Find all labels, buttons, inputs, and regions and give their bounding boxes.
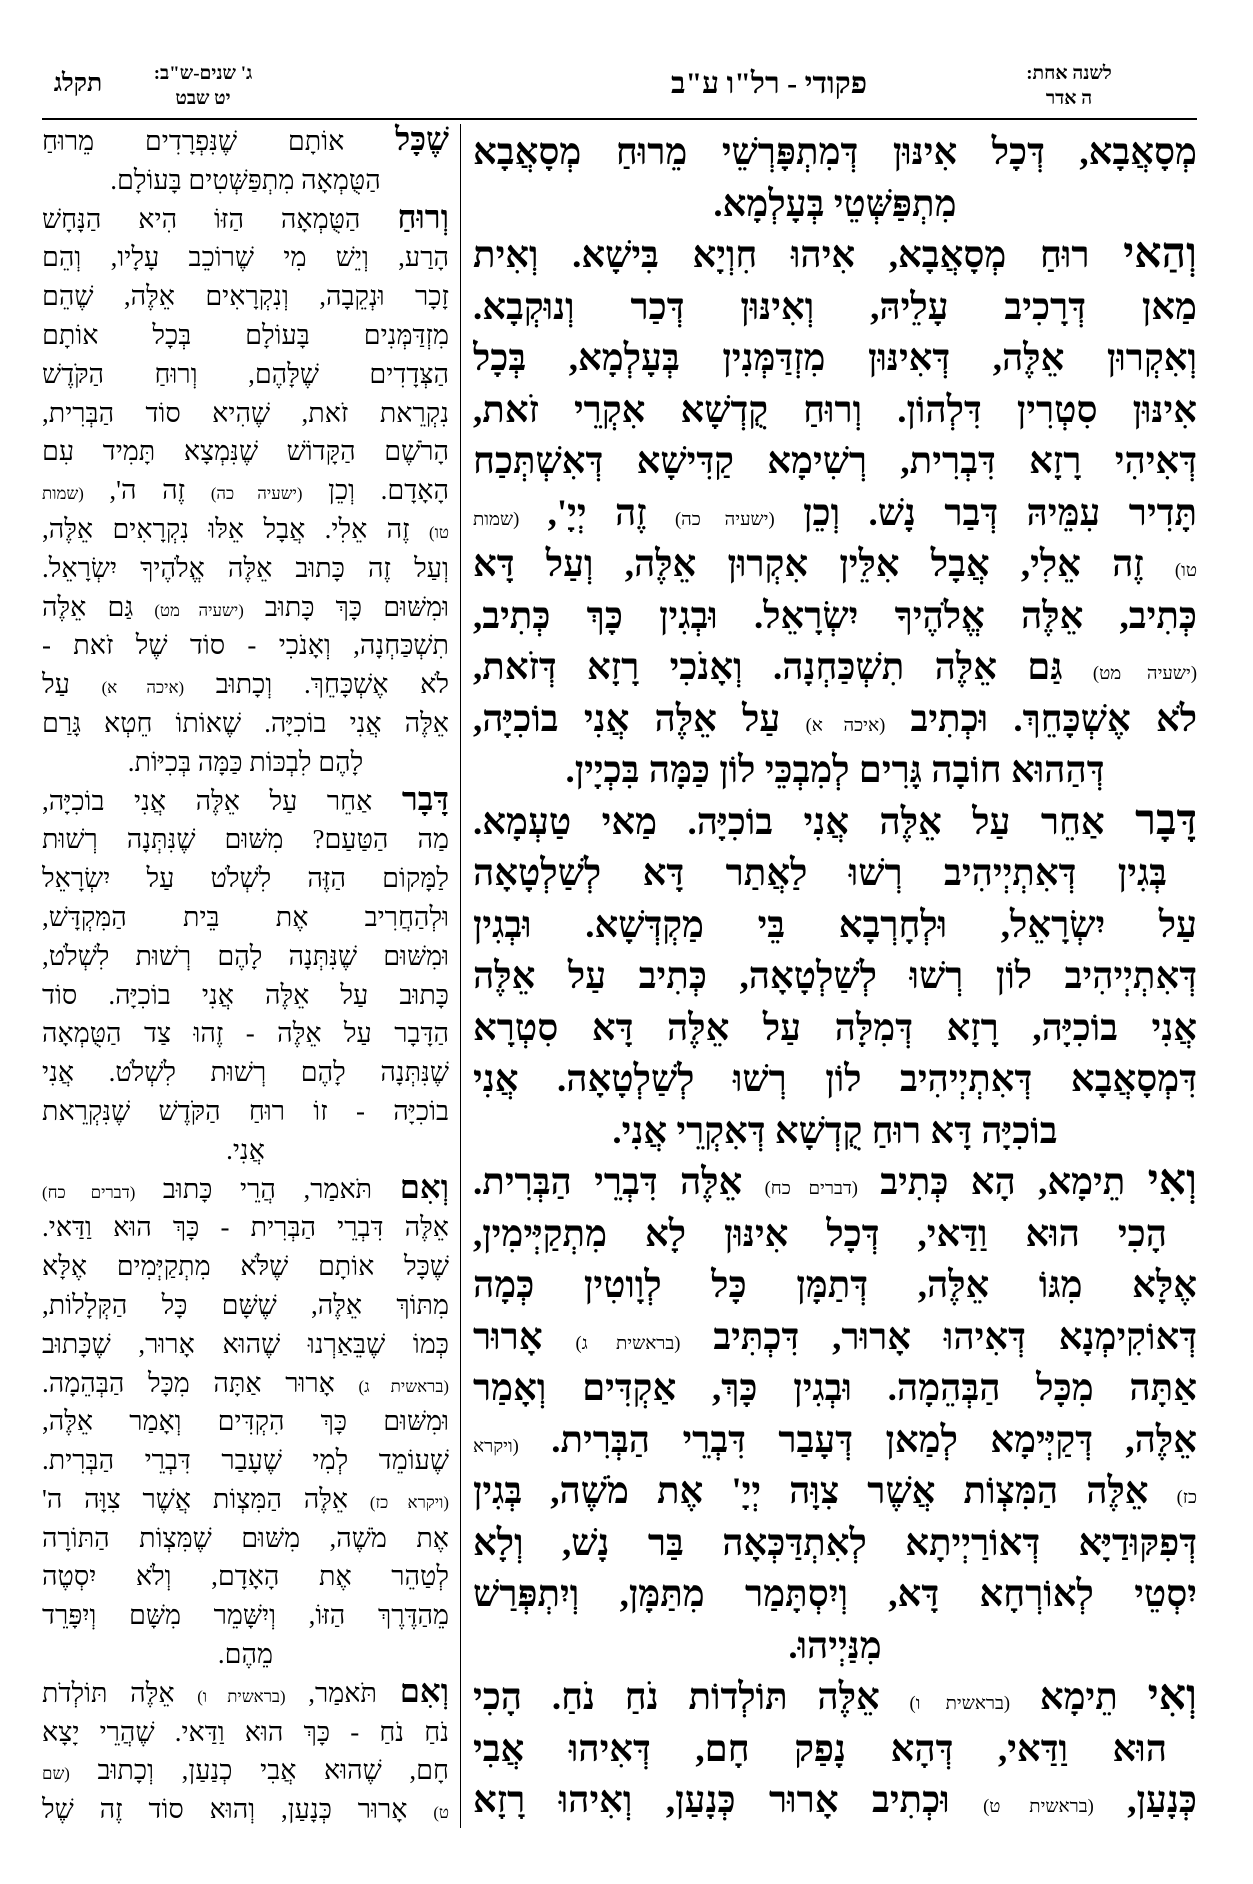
text-line — [42, 316, 449, 355]
text-run: לָהֶם לִבְכּוֹת כַּמָּה בְּכִיּוֹת. — [127, 746, 364, 777]
text-line — [473, 1621, 1197, 1673]
text-run: וּמִשּׁוּם כָּךְ כָּתוּב — [243, 591, 449, 622]
text-line — [42, 1596, 449, 1635]
three-year-schedule — [128, 64, 278, 108]
text-run: עַל — [42, 669, 102, 700]
text-line — [473, 1157, 1197, 1209]
citation-ref: (בראשית ו) — [197, 1686, 286, 1706]
text-line — [42, 1519, 449, 1558]
text-line — [42, 1286, 449, 1325]
text-run: הָכִי הוּא וַדַּאי, דְּכָל אִינּוּן לָא מִתְקַיְּימִין, — [473, 1213, 1167, 1255]
text-run: נִקְרֵאת זֹאת, שֶׁהִיא סוֹד הַבְּרִית, — [42, 397, 449, 428]
text-run: מַה הַטַּעַם? מִשּׁוּם שֶׁנִּתְּנָה רְשׁוּת — [42, 824, 449, 855]
text-line — [42, 1751, 449, 1790]
citation-ref: (שמות — [473, 509, 520, 530]
text-line — [42, 1014, 449, 1053]
text-run: וּלְהַחֲרִיב אֶת בֵּית הַמִּקְדָּשׁ, — [42, 901, 449, 932]
text-line — [42, 432, 449, 471]
text-line — [42, 1790, 449, 1829]
lead-word: וְהַאי — [1123, 230, 1197, 277]
text-line — [42, 1247, 449, 1286]
text-run: מִנַּיְיהוּ. — [788, 1625, 882, 1667]
text-line — [42, 743, 449, 782]
citation-ref: (ישעיה כה) — [674, 509, 775, 530]
lead-word: וְאִי — [1147, 1157, 1197, 1204]
lead-word: דָּבָר — [401, 781, 449, 818]
text-line — [42, 1092, 449, 1131]
text-run: אֲנִי. — [226, 1134, 265, 1165]
text-run: מַאן דְּרָכִיב עָלֵיהּ, וְאִינּוּן דְּכַר וְנוּקְבָא. — [473, 286, 1197, 328]
citation-ref: (איכה א) — [805, 715, 886, 736]
text-line — [42, 510, 449, 549]
text-line — [42, 782, 449, 821]
citation-ref: ט) — [433, 1803, 449, 1823]
text-line — [473, 1209, 1197, 1261]
column-divider — [460, 124, 461, 1828]
text-run: לְטַהֵר אֶת הָאָדָם, וְלֹא יִסְטֶה — [42, 1561, 449, 1592]
text-run: אָרוּר כְּנָעַן, וְהוּא סוֹד זֶה שֶׁל — [42, 1794, 434, 1825]
text-line — [473, 694, 1197, 746]
text-run: אָרוּר — [473, 1316, 576, 1358]
text-run: עַל יִשְׂרָאֵל, וּלְחָרְבָא בֵּי מַקְדְּשָׁא. וּבְגִין — [473, 904, 1197, 946]
text-run: לַמָּקוֹם הַזֶּה לִשְׁלֹט עַל יִשְׂרָאֵל — [42, 863, 449, 894]
text-line — [473, 127, 1197, 179]
text-run: לֹא אֶשְׁכָּחֵךְ. וּכְתִיב — [885, 698, 1197, 740]
text-line — [42, 1635, 449, 1674]
page-number: תקלג — [53, 70, 103, 97]
text-line — [42, 1325, 449, 1364]
citation-ref: (שם — [42, 1764, 70, 1784]
text-run: בוֹכִיָּה דָּא רוּחַ קֻדְשָׁא דְּאִקְרֵי אֲנִי. — [612, 1110, 1058, 1152]
text-run: דְּאוֹקִימְנָא דְּאִיהוּ אָרוּר, דִּכְתִּיב — [680, 1316, 1197, 1358]
text-run: תֵימָא — [1010, 1677, 1148, 1718]
text-line — [473, 1415, 1197, 1467]
text-run: כָּתוּב עַל אֵלֶּה אֲנִי בוֹכִיָּה. סוֹד — [42, 979, 449, 1010]
text-line — [42, 1674, 449, 1713]
text-run: אֵלֶּה, דְּקַיְּימָא לְמַאן דְּעָבַר דִּבְרֵי הַבְּרִית. — [518, 1419, 1197, 1461]
text-run: דְּאִיהִי רָזָא דִּבְרִית, רְשִׁימָא קַדִּישָׁא דְּאִשְׁתְּכַח — [473, 441, 1197, 482]
text-line — [473, 900, 1197, 952]
text-run: תִשְׁכַּחְנָה, וְאָנֹכִי - סוֹד שֶׁל זֹאת - — [42, 630, 449, 661]
text-line — [473, 1569, 1197, 1621]
text-line — [473, 1106, 1197, 1158]
text-run: אֵלֶּה דִּבְרֵי הַבְּרִית - כָּךְ הוּא וַדַּאי. — [42, 1212, 449, 1243]
text-run: תָּדִיר עִמֵּיהּ דְּבַר נָשׁ. וְכֵן — [774, 492, 1197, 534]
text-run: זֶה אֵלִי. אֲבָל אֵלּוּ נִקְרָאִים אֵלֶּה, — [42, 513, 430, 544]
text-line — [42, 665, 449, 704]
text-run: זֶה אֵלִי, אֲבָל אִלֵּין אִקְרוּן אֵלֶּה, וְעַל דָּא — [473, 544, 1175, 585]
text-run: עַל אֵלֶּה אֲנִי בוֹכִיָּה, — [473, 698, 806, 740]
text-line — [473, 333, 1197, 385]
text-line — [473, 488, 1197, 540]
text-run: יִסְטֵי לְאוֹרְחָא דָּא, וְיִסְתָּמַר מִתַּמָּן, וְיִתְפְּרַשׁ — [473, 1574, 1197, 1615]
one-year-label: לשנה אחת: — [1026, 63, 1112, 84]
text-run: אֶלָּא מִגּוֹ אֵלֶּה, דְּתַמָּן כָּל לְוָוטִין כְּמָה — [473, 1265, 1197, 1306]
three-years-label: ג' שנים-ש"ב: — [153, 63, 253, 84]
text-run: אוֹתָם שֶׁנִּפְרָדִים מֵרוּחַ — [42, 126, 396, 156]
three-years-date: יט שבט — [175, 88, 231, 109]
text-run: הַצְּדָדִים שֶׁלָּהֶם, וְרוּחַ הַקֹּדֶשׁ — [42, 358, 449, 389]
text-line — [42, 1441, 449, 1480]
text-run: וּמִשּׁוּם כָּךְ הִקְדִּים וְאָמַר אֵלֶּה, — [42, 1406, 449, 1437]
text-run: וְעַל זֶה כָּתוּב אֵלֶּה אֱלֹהֶיךָ יִשְׂרָאֵל. — [42, 552, 449, 583]
text-line — [473, 179, 1197, 231]
text-line — [42, 898, 449, 937]
lead-word: וְאִם — [399, 1169, 449, 1206]
text-line — [473, 385, 1197, 437]
text-line — [473, 1054, 1197, 1106]
text-line — [42, 355, 449, 394]
text-run: אַחֵר עַל אֵלֶּה אֲנִי בוֹכִיָּה. מַאי טַעְמָא. — [473, 801, 1136, 843]
text-run: אֵלֶּה הַמִּצְוֹת אֲשֶׁר צִוָּה יְיָ' אֶת מֹשֶׁה, בְּגִין — [473, 1471, 1177, 1512]
citation-ref: (איכה א) — [101, 678, 185, 698]
text-run: וְאִקְרוּן אֵלֶּה, דְּאִינּוּן מִזְדַּמְּנִין בְּעָלְמָא, בְּכָל — [473, 338, 1197, 379]
text-run: אֵלֶּה אֲנִי בוֹכִיָּה. שֶׁאוֹתוֹ חֵטְא גָּרַם — [42, 707, 449, 738]
citation-ref: (ישעיה מט) — [1092, 664, 1197, 684]
text-line — [42, 1170, 449, 1209]
text-line — [473, 1466, 1197, 1518]
text-run: אֶת מֹשֶׁה, מִשּׁוּם שֶׁמִּצְוֹת הַתּוֹרָה — [42, 1522, 449, 1553]
text-line — [42, 588, 449, 627]
citation-ref: (שמות — [42, 484, 84, 504]
citation-ref: טו) — [1174, 561, 1197, 581]
text-run: הָרֹשֶׁם הַקָּדוֹשׁ שֶׁנִּמְצָא תָּמִיד עִם — [42, 436, 449, 467]
text-line — [42, 122, 449, 161]
text-run: הָרַע, וְיֵשׁ מִי שֶׁרוֹכֵב עָלָיו, וְהֵם — [42, 242, 449, 273]
lead-word: דָּבָר — [1135, 796, 1197, 844]
citation-ref: (בראשית ג) — [575, 1333, 681, 1354]
text-run: מֵהֶם. — [217, 1639, 274, 1670]
lead-word: שֶׁכָּל — [395, 122, 449, 158]
text-run: שֶׁנִּתְּנָה לָהֶם רְשׁוּת לִשְׁלֹט. אֲנִי — [42, 1057, 449, 1088]
text-run: בְּגִין דְּאִתְיְיהִיב רְשׁוּ לַאֲתַר דָּא לְשַׁלְטָאָה — [473, 853, 1167, 894]
text-run: וּמִשּׁוּם שֶׁנִּתְּנָה לָהֶם רְשׁוּת לִשְׁלֹט, — [42, 940, 449, 971]
text-run: אַתָּה מִכָּל הַבְּהֵמָה. וּבְגִין כָּךְ, אַקְדִּים וְאָמַר — [473, 1368, 1197, 1409]
lead-word: וְאִם — [399, 1673, 449, 1710]
text-line — [42, 626, 449, 665]
text-run: תֹּאמַר, הֲרֵי כָּתוּב — [135, 1173, 400, 1204]
text-run: דְּאִתְיְיהִיב לוֹן רְשׁוּ לְשַׁלְטָאָה, כְּתִיב עַל אֵלֶּה — [473, 956, 1197, 997]
text-line — [473, 282, 1197, 334]
text-run: כְּמוֹ שֶׁבֵּאַרְנוּ שֶׁהוּא אָרוּר, שֶׁכָּתוּב — [42, 1328, 449, 1359]
text-run: הַדָּבָר עַל אֵלֶּה - זֶהוּ צַד הַטֻּמְאָה — [42, 1018, 449, 1049]
text-run: אִינּוּן סִטְרִין דִּלְהוֹן. וְרוּחַ קֻדְשָׁא אִקְרֵי זֹאת, — [473, 389, 1197, 431]
text-run: נֹחַ נֹחַ - כָּךְ הוּא וַדַּאי. שֶׁהֲרֵי יָצָא — [42, 1716, 449, 1747]
text-line — [42, 1131, 449, 1170]
text-run: הוּא וַדַּאי, דְּהָא נָפַק חָם, דְּאִיהוּ אֲבִי — [473, 1728, 1167, 1770]
text-run: גַּם אֵלֶּה — [42, 591, 155, 622]
text-line — [473, 1672, 1197, 1724]
text-run: זֶה ה', — [83, 475, 211, 506]
text-line — [42, 471, 449, 510]
citation-ref: (דברים כח) — [42, 1182, 136, 1202]
text-run: מֵהַדֶּרֶךְ הַזּוֹ, וְיִשָּׁמֵר מִשָּׁם וְיִפָּרֵד — [42, 1600, 449, 1631]
text-run: הַטֻּמְאָה הַזּוֹ הִיא הַנָּחָשׁ — [42, 203, 398, 234]
text-line — [42, 1713, 449, 1752]
text-line — [42, 1402, 449, 1441]
text-line — [42, 1364, 449, 1403]
text-run: דְּהַהוּא חוֹבָה גָּרִים לְמִבְכֵּי לוֹן כַּמָּה בִּכְיָין. — [565, 750, 1105, 791]
text-line — [473, 848, 1197, 900]
text-line — [473, 745, 1197, 797]
text-run: כְּתִיב, אֵלֶּה אֱלֹהֶיךָ יִשְׂרָאֵל. וּבְגִין כָּךְ כְּתִיב, — [473, 595, 1197, 637]
text-line — [473, 1312, 1197, 1364]
text-line — [42, 238, 449, 277]
text-line — [473, 436, 1197, 488]
text-run: לֹא אֶשְׁכָּחֵךְ. וְכָתוּב — [184, 669, 449, 700]
text-line — [42, 820, 449, 859]
text-line — [473, 1775, 1197, 1827]
text-line — [473, 230, 1197, 282]
text-line — [42, 1053, 449, 1092]
text-line — [42, 161, 449, 200]
text-line — [42, 1480, 449, 1519]
lead-word: וְאִי — [1147, 1672, 1197, 1719]
text-run: שֶׁכָּל אוֹתָם שֶׁלֹּא מִתְקַיְּמִים אֶלָּא — [42, 1251, 449, 1282]
text-run: תֵימָא, הָא כְּתִיב — [857, 1162, 1148, 1203]
text-line — [473, 1518, 1197, 1570]
text-line — [473, 797, 1197, 849]
text-run: תֹּאמַר, — [285, 1677, 400, 1708]
text-line — [473, 1724, 1197, 1776]
text-line — [473, 539, 1197, 591]
text-run: אֵלֶּה הַמִּצְוֹת אֲשֶׁר צִוָּה ה' — [42, 1483, 370, 1514]
text-line — [42, 976, 449, 1015]
aramaic-text-column — [473, 127, 1197, 1827]
text-run: אֲנִי בוֹכִיָּה, רָזָא דְּמִלָּה עַל אֵלֶּה דָּא סִטְרָא — [473, 1007, 1197, 1049]
text-run: כְּנָעַן, — [1093, 1780, 1197, 1821]
text-line — [42, 277, 449, 316]
text-run: זֶה יְיָ', — [519, 492, 675, 534]
text-run: שֶׁעוֹמֵד לְמִי שֶׁעָבַר דִּבְרֵי הַבְּרִית. — [42, 1445, 449, 1476]
hebrew-translation-column — [42, 122, 449, 1829]
text-line — [42, 200, 449, 239]
text-run: רוּחַ מְסָאֲבָא, אִיהוּ חִוְיָא בִּישָׁא. וְאִית — [473, 235, 1124, 276]
text-run: אֵלֶּה תּוֹלְדוֹת נֹחַ נֹחַ. הָכִי — [473, 1677, 910, 1718]
header-divider — [42, 118, 1197, 120]
citation-ref: (בראשית ג) — [358, 1376, 449, 1396]
citation-ref: (דברים כח) — [764, 1179, 858, 1199]
citation-ref: (בראשית ו) — [909, 1694, 1011, 1714]
citation-ref: (ישעיה כה) — [210, 484, 303, 504]
text-run: דִּמְסָאֲבָא דְּאִתְיְיהִיב לוֹן רְשׁוּ לְשַׁלְטָאָה. אֲנִי — [473, 1059, 1197, 1100]
text-run: מִתּוֹךְ אֵלֶּה, שֶׁשָּׁם כָּל הַקְּלָלוֹת, — [42, 1289, 449, 1320]
text-run: אָרוּר אַתָּה מִכָּל הַבְּהֵמָה. — [42, 1367, 359, 1398]
text-line — [42, 1208, 449, 1247]
lead-word: וְרוּחַ — [397, 199, 449, 236]
text-line — [42, 549, 449, 588]
text-run: מִתְפַּשְּׁטֵי בְּעָלְמָא. — [713, 183, 957, 225]
text-run: הָאָדָם. וְכֵן — [302, 475, 449, 506]
citation-ref: (ישעיה מט) — [154, 600, 244, 620]
citation-ref: (בראשית ט) — [983, 1797, 1094, 1817]
text-line — [42, 704, 449, 743]
text-line — [473, 591, 1197, 643]
one-year-schedule — [999, 64, 1139, 108]
text-line — [473, 951, 1197, 1003]
text-line — [42, 937, 449, 976]
text-line — [42, 859, 449, 898]
text-run: וּכְתִיב אָרוּר כְּנָעַן, וְאִיהוּ רָזָא — [473, 1780, 984, 1821]
text-run: מְסָאֲבָא, דְּכָל אִינּוּן דְּמִתְפָּרְשֵׁי מֵרוּחַ מְסָאֲבָא — [473, 132, 1197, 173]
text-run: הַטֻּמְאָה מִתְפַּשְּׁטִים בָּעוֹלָם. — [110, 164, 381, 195]
citation-ref: כז) — [1176, 1488, 1197, 1508]
citation-ref: טו) — [429, 522, 449, 542]
citation-ref: (ויקרא — [473, 1436, 519, 1457]
text-run: גַּם אֵלֶּה תִשְׁכַּחְנָה. וְאָנֹכִי רָזָא דְּזֹאת, — [473, 647, 1093, 688]
text-run: דְּפִקּוּדַיָּא דְּאוֹרַיְיתָא לְאִתְדַּכְּאָה בַּר נָשׁ, וְלָא — [473, 1522, 1197, 1564]
text-line — [473, 642, 1197, 694]
text-run: אֵלֶּה דִּבְרֵי הַבְּרִית. — [473, 1162, 765, 1203]
text-line — [473, 1260, 1197, 1312]
text-line — [473, 1363, 1197, 1415]
text-line — [42, 394, 449, 433]
citation-ref: (ויקרא כז) — [369, 1492, 449, 1512]
text-run: חָם, שֶׁהוּא אֲבִי כְנַעַן, וְכָתוּב — [69, 1755, 449, 1786]
one-year-date: ה אדר — [1045, 88, 1093, 109]
text-run: אַחֵר עַל אֵלֶּה אֲנִי בוֹכִיָּה, — [42, 785, 402, 816]
text-run: זָכָר וּנְקֵבָה, וְנִקְרָאִים אֵלֶּה, שֶׁהֵם — [42, 281, 449, 312]
text-run: אֵלֶּה תּוֹלְדֹת — [42, 1677, 198, 1708]
text-run: מִזְדַּמְּנִים בָּעוֹלָם בְּכָל אוֹתָם — [42, 319, 449, 350]
text-line — [473, 1003, 1197, 1055]
text-run: בוֹכִיָּה - זוֹ רוּחַ הַקֹּדֶשׁ שֶׁנִּקְרֵאת — [42, 1095, 449, 1126]
page-title: פקודי - רל"ו ע"ב — [670, 67, 868, 100]
text-line — [42, 1557, 449, 1596]
